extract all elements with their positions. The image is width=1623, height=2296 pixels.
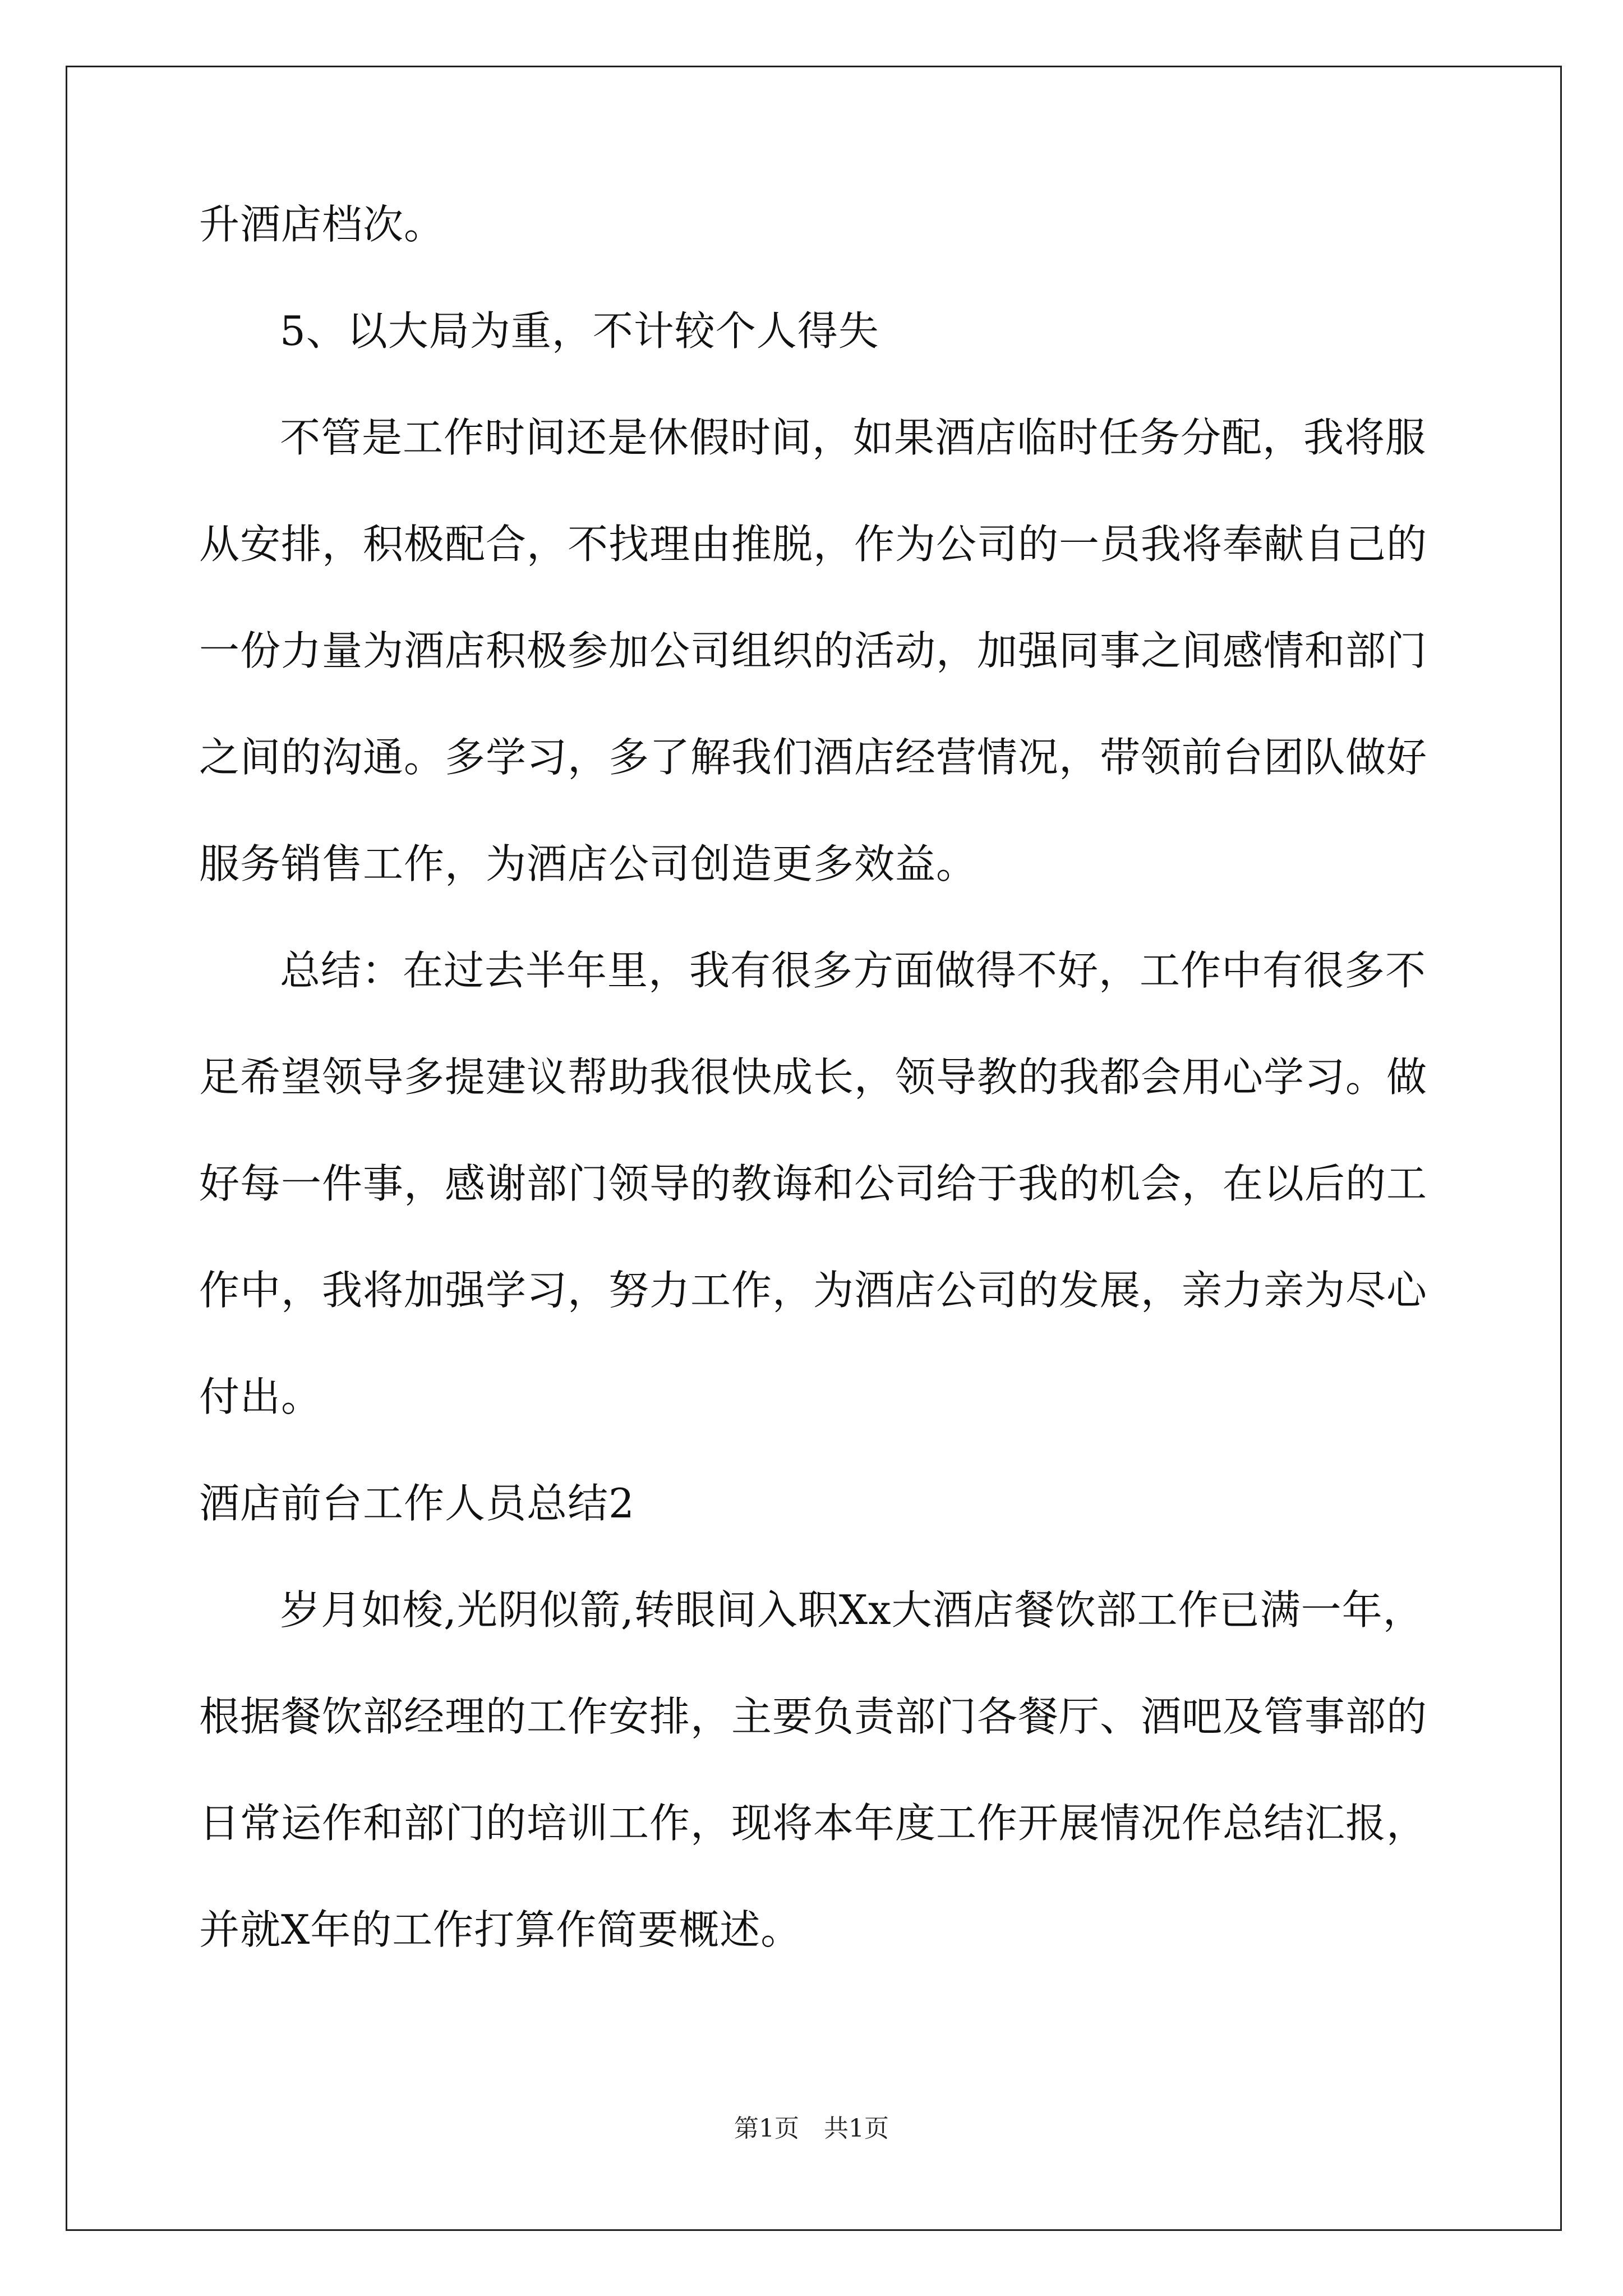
text-line: 升酒店档次。: [199, 201, 445, 248]
document-subtitle: 酒店前台工作人员总结2: [199, 1480, 635, 1527]
text-line: 不管是工作时间还是休假时间，如果酒店临时任务分配，我将服: [280, 414, 1427, 461]
text-line: 日常运作和部门的培训工作，现将本年度工作开展情况作总结汇报，: [199, 1800, 1428, 1847]
text-line: 岁月如梭,光阴似箭,转眼间入职Xx大酒店餐饮部工作已满一年，: [280, 1586, 1424, 1634]
text-line: 好每一件事，感谢部门领导的教诲和公司给于我的机会，在以后的工: [199, 1160, 1428, 1207]
text-line: 总结：在过去半年里，我有很多方面做得不好，工作中有很多不: [280, 947, 1427, 994]
text-line: 付出。: [199, 1373, 322, 1420]
text-line: 并就X年的工作打算作简要概述。: [199, 1906, 802, 1953]
text-line: 服务销售工作，为酒店公司创造更多效益。: [199, 840, 978, 887]
text-line: 根据餐饮部经理的工作安排，主要负责部门各餐厅、酒吧及管事部的: [199, 1693, 1428, 1740]
text-line: 从安排，积极配合，不找理由推脱，作为公司的一员我将奉献自己的: [199, 521, 1428, 568]
text-line: 一份力量为酒店积极参加公司组织的活动，加强同事之间感情和部门: [199, 627, 1428, 674]
text-line: 作中，我将加强学习，努力工作，为酒店公司的发展，亲力亲为尽心: [199, 1267, 1428, 1314]
page-footer: 第1页 共1页: [734, 2114, 889, 2143]
section-heading: 5、以大局为重，不计较个人得失: [280, 307, 879, 355]
text-line: 足希望领导多提建议帮助我很快成长，领导教的我都会用心学习。做: [199, 1053, 1428, 1101]
text-line: 之间的沟通。多学习，多了解我们酒店经营情况，带领前台团队做好: [199, 734, 1428, 781]
